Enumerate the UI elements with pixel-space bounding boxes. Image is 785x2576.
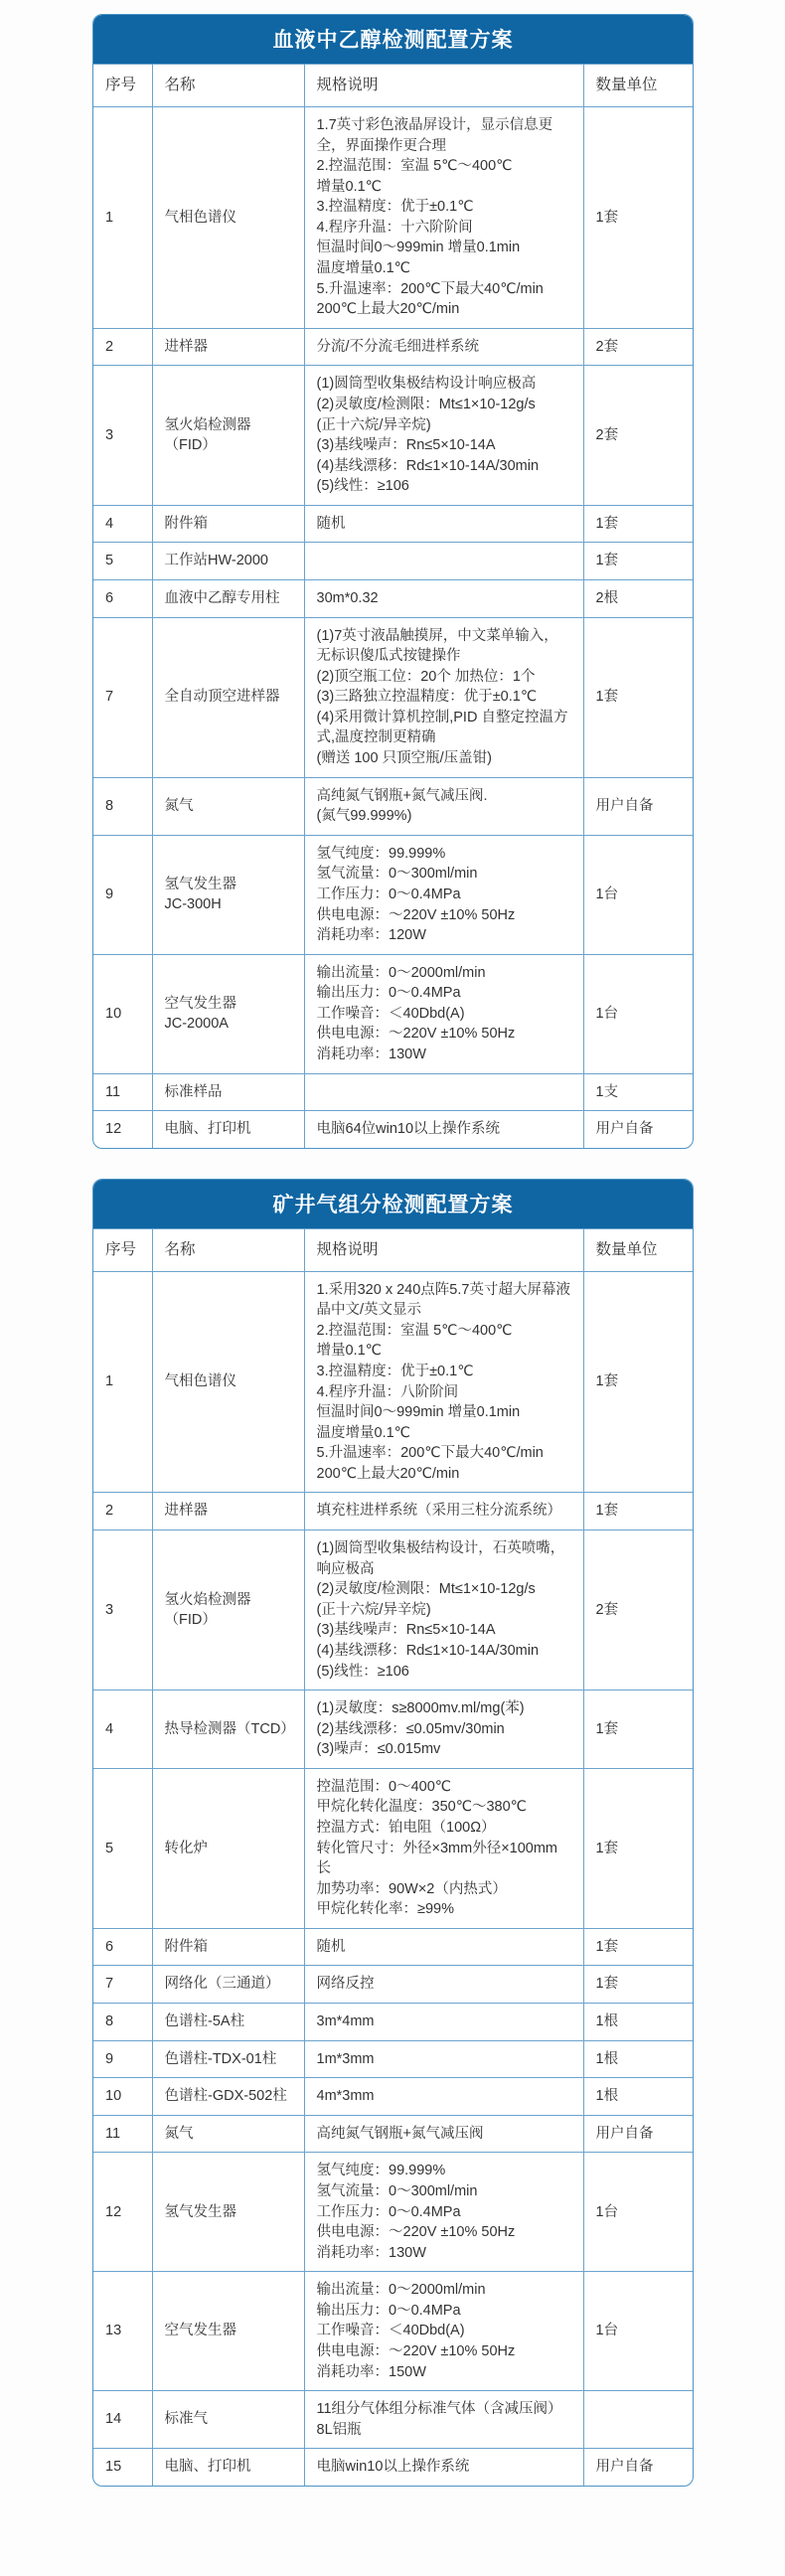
table-row (93, 107, 693, 329)
cell-name (152, 107, 304, 329)
cell-name (152, 954, 304, 1073)
spec-line: 工作压力：0～0.4MPa (316, 2203, 461, 2220)
spec-line: (1)圆筒型收集极结构设计，石英喷嘴，响应极高 (316, 1540, 565, 1577)
cell-spec (304, 2115, 583, 2153)
cell-spec (304, 835, 583, 954)
cell-no: 6 (93, 579, 152, 617)
spec-line: 11组分气体组分标准气体（含减压阀）8L铝瓶 (316, 2401, 562, 2438)
name-line: 色谱柱-GDX-502柱 (164, 2088, 287, 2105)
name-line: 气相色谱仪 (164, 209, 236, 226)
cell-qty: 用户自备 (583, 777, 693, 835)
cell-spec (304, 366, 583, 505)
cell-qty: 1套 (583, 543, 693, 580)
spec-table-grid (93, 64, 693, 1148)
cell-qty: 1支 (583, 1073, 693, 1111)
spec-table-grid (93, 1228, 693, 2486)
name-line: 全自动顶空进样器 (164, 689, 280, 706)
table-row (93, 1768, 693, 1928)
name-line: 空气发生器 (164, 995, 236, 1012)
spec-line: 增量0.1℃ (316, 178, 382, 195)
name-line: 色谱柱-TDX-01柱 (164, 2050, 277, 2067)
cell-spec (304, 2040, 583, 2078)
spec-line: 消耗功率：120W (316, 927, 426, 944)
spec-line: (1)7英寸液晶触摸屏，中文菜单输入，无标识傻瓜式按键操作 (316, 627, 558, 665)
table-row (93, 954, 693, 1073)
spec-line: 氢气流量：0～300ml/min (316, 2182, 478, 2199)
name-line: 工作站HW-2000 (164, 553, 268, 569)
spec-line: (3)基线噪声：Rn≤5×10-14A (316, 1622, 496, 1639)
spec-line: 转化管尺寸：外径×3mm外径×100mm长 (316, 1840, 558, 1877)
cell-name (152, 366, 304, 505)
spec-line: 供电电源：～220V ±10% 50Hz (316, 1026, 516, 1043)
table-row (93, 1690, 693, 1769)
spec-line: 4.程序升温：十六阶阶间 (316, 219, 473, 236)
spec-line: 5.升温速率：200℃下最大40℃/min (316, 1445, 544, 1462)
name-line: 进样器 (164, 338, 208, 355)
cell-qty: 1台 (583, 954, 693, 1073)
spec-line: (4)采用微计算机控制,PID 自整定控温方式,温度控制更精确 (316, 709, 568, 746)
table-row (93, 2391, 693, 2449)
name-line: JC-2000A (164, 1016, 229, 1033)
cell-name (152, 1073, 304, 1111)
table-row (93, 505, 693, 543)
table-row (93, 366, 693, 505)
spec-line: 30m*0.32 (316, 589, 379, 606)
table-row (93, 1111, 693, 1148)
spec-line: 随机 (316, 1938, 346, 1955)
cell-spec (304, 107, 583, 329)
spec-line: 恒温时间0～999min 增量0.1min (316, 1404, 521, 1421)
cell-spec (304, 777, 583, 835)
cell-name (152, 2040, 304, 2078)
name-line: 转化炉 (164, 1840, 208, 1856)
spec-line: (5)线性：≥106 (316, 1663, 409, 1680)
table-row (93, 1073, 693, 1111)
name-line: 氮气 (164, 2125, 194, 2142)
table-row (93, 1493, 693, 1530)
spec-line: 5.升温速率：200℃下最大40℃/min (316, 280, 544, 297)
cell-spec (304, 328, 583, 366)
column-header-spec: 规格说明 (304, 65, 583, 107)
spec-line: 工作噪音：＜40Dbd(A) (316, 2323, 465, 2339)
cell-name (152, 1690, 304, 1769)
header-row (93, 1228, 693, 1271)
table-row (93, 617, 693, 777)
cell-qty: 1根 (583, 2004, 693, 2041)
cell-spec (304, 505, 583, 543)
cell-name (152, 2078, 304, 2116)
cell-no: 1 (93, 107, 152, 329)
spec-line: 高纯氮气钢瓶+氮气减压阀 (316, 2125, 484, 2142)
name-line: 标准气 (164, 2411, 208, 2428)
cell-no: 15 (93, 2449, 152, 2486)
cell-qty: 1套 (583, 1966, 693, 2004)
spec-line: 输出压力：0～0.4MPa (316, 2302, 461, 2319)
cell-no: 3 (93, 366, 152, 505)
cell-spec (304, 1530, 583, 1690)
spec-line: 2.控温范围：室温 5℃～400℃ (316, 1322, 513, 1339)
spec-line: (2)灵敏度/检测限：Mt≤1×10-12g/s (316, 396, 536, 412)
spec-line: 甲烷化转化温度：350℃～380℃ (316, 1799, 527, 1816)
cell-no: 12 (93, 1111, 152, 1148)
column-header-no: 序号 (93, 65, 152, 107)
table-row (93, 579, 693, 617)
spec-line: 2.控温范围：室温 5℃～400℃ (316, 158, 513, 175)
spec-line: (4)基线漂移：Rd≤1×10-14A/30min (316, 1642, 540, 1659)
table-row (93, 1530, 693, 1690)
spec-line: 1.7英寸彩色液晶屏设计，显示信息更全，界面操作更合理 (316, 117, 553, 154)
spec-line: 随机 (316, 515, 346, 532)
table-row (93, 835, 693, 954)
cell-spec (304, 543, 583, 580)
cell-name (152, 1271, 304, 1493)
cell-qty: 1套 (583, 617, 693, 777)
table-row (93, 543, 693, 580)
cell-qty: 1台 (583, 2272, 693, 2391)
cell-spec (304, 1928, 583, 1966)
name-line: 电脑、打印机 (164, 1121, 251, 1138)
cell-spec (304, 1111, 583, 1148)
spec-line: (正十六烷/异辛烷) (316, 416, 431, 433)
cell-name (152, 328, 304, 366)
cell-qty: 1套 (583, 1271, 693, 1493)
cell-no: 5 (93, 543, 152, 580)
spec-line: 3.控温精度：优于±0.1℃ (316, 199, 474, 216)
table-row (93, 1928, 693, 1966)
name-line: 热导检测器（TCD） (164, 1720, 295, 1737)
table-row (93, 1966, 693, 2004)
name-line: 色谱柱-5A柱 (164, 2013, 245, 2030)
name-line: 氢气发生器 (164, 2203, 236, 2220)
cell-spec (304, 1966, 583, 2004)
cell-no: 6 (93, 1928, 152, 1966)
cell-spec (304, 2004, 583, 2041)
spec-line: 供电电源：～220V ±10% 50Hz (316, 2224, 516, 2241)
cell-name (152, 2153, 304, 2272)
spec-line: 工作压力：0～0.4MPa (316, 886, 461, 902)
spec-line: 1.采用320 x 240点阵5.7英寸超大屏幕液晶中文/英文显示 (316, 1281, 570, 1319)
cell-no: 5 (93, 1768, 152, 1928)
spec-line: 甲烷化转化率：≥99% (316, 1901, 454, 1918)
spec-line: 4.程序升温：八阶阶间 (316, 1383, 459, 1400)
spec-line: 增量0.1℃ (316, 1343, 382, 1360)
cell-no: 12 (93, 2153, 152, 2272)
spec-line: 200℃上最大20℃/min (316, 301, 460, 318)
cell-name (152, 835, 304, 954)
name-line: 电脑、打印机 (164, 2459, 251, 2476)
cell-no: 4 (93, 505, 152, 543)
cell-no: 9 (93, 2040, 152, 2078)
cell-no: 10 (93, 2078, 152, 2116)
cell-no: 9 (93, 835, 152, 954)
cell-qty: 1台 (583, 2153, 693, 2272)
cell-no: 13 (93, 2272, 152, 2391)
spec-line: 输出流量：0～2000ml/min (316, 964, 486, 981)
table-row (93, 2272, 693, 2391)
cell-spec (304, 617, 583, 777)
cell-name (152, 1111, 304, 1148)
spec-line: 3m*4mm (316, 2013, 375, 2030)
cell-qty: 1套 (583, 1928, 693, 1966)
cell-qty: 用户自备 (583, 1111, 693, 1148)
column-header-no: 序号 (93, 1228, 152, 1271)
table-row (93, 1271, 693, 1493)
cell-name (152, 777, 304, 835)
cell-qty: 1套 (583, 1768, 693, 1928)
spec-line: (3)基线噪声：Rn≤5×10-14A (316, 437, 496, 454)
cell-qty: 1套 (583, 1690, 693, 1769)
cell-spec (304, 1493, 583, 1530)
spec-line: (4)基线漂移：Rd≤1×10-14A/30min (316, 457, 540, 474)
spec-line: 供电电源：～220V ±10% 50Hz (316, 906, 516, 923)
name-line: 附件箱 (164, 515, 208, 532)
spec-line: (5)线性：≥106 (316, 478, 409, 495)
cell-name (152, 2004, 304, 2041)
cell-name (152, 2115, 304, 2153)
cell-no: 7 (93, 1966, 152, 2004)
cell-spec (304, 954, 583, 1073)
cell-no: 1 (93, 1271, 152, 1493)
cell-no: 14 (93, 2391, 152, 2449)
cell-qty: 1根 (583, 2040, 693, 2078)
spec-table-mine-gas (92, 1179, 694, 2487)
cell-qty: 1套 (583, 505, 693, 543)
cell-no: 11 (93, 2115, 152, 2153)
cell-spec (304, 579, 583, 617)
spec-line: 控温方式：铂电阻（100Ω） (316, 1820, 496, 1836)
name-line: 氮气 (164, 797, 194, 814)
cell-spec (304, 1690, 583, 1769)
cell-no: 2 (93, 328, 152, 366)
table-row (93, 2153, 693, 2272)
spec-line: (氮气99.999%) (316, 808, 412, 825)
cell-name (152, 579, 304, 617)
spec-line: 高纯氮气钢瓶+氮气减压阀. (316, 787, 488, 804)
cell-spec (304, 2391, 583, 2449)
spec-line: 温度增量0.1℃ (316, 1424, 410, 1441)
spec-line: (2)基线漂移：≤0.05mv/30min (316, 1720, 505, 1737)
spec-line: 加势功率：90W×2（内热式） (316, 1880, 507, 1897)
table-title: 矿井气组分检测配置方案 (93, 1180, 693, 1228)
spec-line: 恒温时间0～999min 增量0.1min (316, 240, 521, 256)
spec-line: 消耗功率：150W (316, 2363, 426, 2380)
spec-line: 控温范围：0～400℃ (316, 1778, 452, 1795)
spec-line: (1)灵敏度：s≥8000mv.ml/mg(苯) (316, 1700, 525, 1717)
spec-line: 分流/不分流毛细进样系统 (316, 338, 480, 355)
table-title: 血液中乙醇检测配置方案 (93, 15, 693, 64)
cell-name (152, 1493, 304, 1530)
spec-line: 网络反控 (316, 1976, 375, 1993)
cell-no: 4 (93, 1690, 152, 1769)
spec-line: 填充柱进样系统（采用三柱分流系统） (316, 1503, 561, 1520)
name-line: 标准样品 (164, 1083, 223, 1100)
cell-spec (304, 2153, 583, 2272)
column-header-qty: 数量单位 (583, 65, 693, 107)
cell-name (152, 1530, 304, 1690)
cell-qty (583, 2391, 693, 2449)
cell-name (152, 543, 304, 580)
column-header-spec: 规格说明 (304, 1228, 583, 1271)
spec-line: 3.控温精度：优于±0.1℃ (316, 1364, 474, 1380)
column-header-name: 名称 (152, 65, 304, 107)
cell-qty: 2套 (583, 1530, 693, 1690)
spec-line: (赠送 100 只顶空瓶/压盖钳) (316, 750, 492, 767)
name-line: 血液中乙醇专用柱 (164, 589, 280, 606)
cell-name (152, 2391, 304, 2449)
cell-qty: 用户自备 (583, 2449, 693, 2486)
table-row (93, 328, 693, 366)
cell-qty: 2套 (583, 328, 693, 366)
spec-line: 4m*3mm (316, 2088, 375, 2105)
cell-no: 3 (93, 1530, 152, 1690)
cell-spec (304, 1271, 583, 1493)
name-line: 网络化（三通道） (164, 1976, 280, 1993)
table-row (93, 2004, 693, 2041)
cell-spec (304, 1768, 583, 1928)
header-row (93, 65, 693, 107)
spec-line: (1)圆筒型收集极结构设计响应极高 (316, 376, 537, 393)
cell-qty: 2套 (583, 366, 693, 505)
cell-qty: 1套 (583, 1493, 693, 1530)
spec-line: (3)三路独立控温精度：优于±0.1℃ (316, 689, 538, 706)
cell-qty: 2根 (583, 579, 693, 617)
spec-line: 输出压力：0～0.4MPa (316, 985, 461, 1002)
spec-line: (2)灵敏度/检测限：Mt≤1×10-12g/s (316, 1581, 536, 1598)
spec-line: 消耗功率：130W (316, 1046, 426, 1062)
name-line: 气相色谱仪 (164, 1373, 236, 1390)
name-line: JC-300H (164, 896, 222, 913)
column-header-qty: 数量单位 (583, 1228, 693, 1271)
spec-table-blood-ethanol (92, 14, 694, 1149)
name-line: 空气发生器 (164, 2323, 236, 2339)
cell-name (152, 1768, 304, 1928)
spec-line: (3)噪声：≤0.015mv (316, 1741, 441, 1758)
table-row (93, 2449, 693, 2486)
cell-name (152, 1966, 304, 2004)
spec-line: (2)顶空瓶工位：20个 加热位：1个 (316, 668, 536, 685)
spec-line: 氢气流量：0～300ml/min (316, 866, 478, 883)
spec-line: (正十六烷/异辛烷) (316, 1601, 431, 1618)
cell-qty: 1根 (583, 2078, 693, 2116)
cell-spec (304, 1073, 583, 1111)
cell-name (152, 2449, 304, 2486)
cell-name (152, 505, 304, 543)
spec-line: 消耗功率：130W (316, 2244, 426, 2261)
name-line: 附件箱 (164, 1938, 208, 1955)
spec-line: 1m*3mm (316, 2050, 375, 2067)
spec-line: 氢气纯度：99.999% (316, 2163, 446, 2179)
name-line: 氢火焰检测器（FID） (164, 416, 251, 454)
cell-no: 11 (93, 1073, 152, 1111)
spec-line: 温度增量0.1℃ (316, 260, 410, 277)
cell-name (152, 2272, 304, 2391)
cell-no: 10 (93, 954, 152, 1073)
table-row (93, 2040, 693, 2078)
spec-line: 200℃上最大20℃/min (316, 1465, 460, 1482)
cell-name (152, 617, 304, 777)
cell-no: 8 (93, 777, 152, 835)
name-line: 氢火焰检测器（FID） (164, 1591, 251, 1629)
table-row (93, 2078, 693, 2116)
cell-no: 8 (93, 2004, 152, 2041)
cell-spec (304, 2449, 583, 2486)
spec-line: 供电电源：～220V ±10% 50Hz (316, 2342, 516, 2359)
cell-no: 7 (93, 617, 152, 777)
cell-qty: 1套 (583, 107, 693, 329)
spec-line: 输出流量：0～2000ml/min (316, 2282, 486, 2299)
cell-name (152, 1928, 304, 1966)
spec-line: 电脑64位win10以上操作系统 (316, 1121, 501, 1138)
name-line: 进样器 (164, 1503, 208, 1520)
config-tables-container (92, 14, 694, 2487)
column-header-name: 名称 (152, 1228, 304, 1271)
cell-qty: 用户自备 (583, 2115, 693, 2153)
name-line: 氢气发生器 (164, 876, 236, 892)
spec-line: 工作噪音：＜40Dbd(A) (316, 1005, 465, 1022)
spec-line: 电脑win10以上操作系统 (316, 2459, 470, 2476)
spec-line: 氢气纯度：99.999% (316, 845, 446, 862)
table-row (93, 2115, 693, 2153)
cell-no: 2 (93, 1493, 152, 1530)
cell-qty: 1台 (583, 835, 693, 954)
cell-spec (304, 2272, 583, 2391)
table-row (93, 777, 693, 835)
cell-spec (304, 2078, 583, 2116)
